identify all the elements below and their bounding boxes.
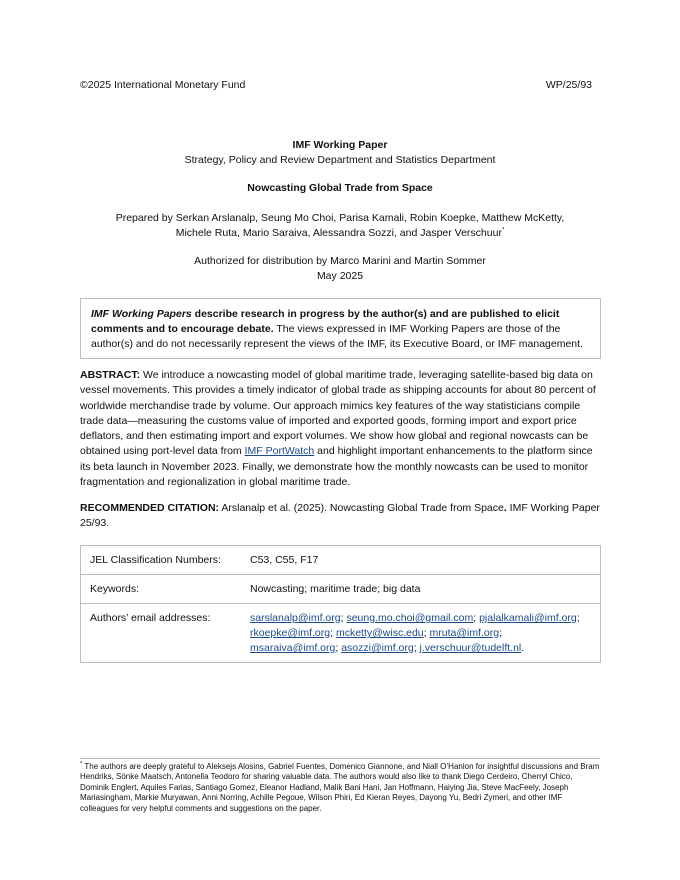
paper-title: Nowcasting Global Trade from Space xyxy=(247,182,433,194)
series-title: IMF Working Paper xyxy=(292,139,388,151)
jel-value: C53, C55, F17 xyxy=(241,546,601,575)
email-link[interactable]: mruta@imf.org xyxy=(429,627,500,639)
email-separator: ; xyxy=(576,612,580,624)
paper-number: WP/25/93 xyxy=(545,79,592,91)
email-link[interactable]: pjalalkamali@imf.org xyxy=(479,612,577,624)
citation-text: Arslanalp et al. (2025). Nowcasting Global Trade from Space xyxy=(219,502,504,514)
footnote xyxy=(80,762,602,814)
notice-series-name: IMF Working Papers xyxy=(91,308,192,320)
emails-label: Authors’ email addresses: xyxy=(81,604,242,663)
notice-rest-text: The views expressed in IMF Working Papers are those of the author(s) and do not necessarily represent the views of the IMF, its Executive Board, or IMF management. xyxy=(91,323,583,350)
citation-dot: . xyxy=(503,502,507,514)
footnote-divider xyxy=(80,758,600,759)
footnote-text: The authors are deeply grateful to Aleksejs Alosins, Gabriel Fuentes, Domenico Giannone, and Niall O’Hanlon for insightful discussions and Bram Hendriks, Sönke Maatsch, Antonella Teodoro for sharing valuable data. The authors would also like to thank Diego Cerdeiro, Cherryl Chico, Dominik Englert, Aquiles Farias, Santiago Gomez, Eleanor Hadland, Malik Bani Hani, Jan Hoffmann, Haiying Jia, Steve MacFeely, Joseph Mariasingham, Markie Muryawan, Anni Norring, Achille Pegoue, Wilson Phiri, Ed Kieran Reyes, Dayong Yu, Bedri Zymeri, and other IMF colleagues for very helpful comments and suggestions on the paper. xyxy=(80,762,600,813)
classification-table xyxy=(80,545,601,663)
portwatch-link[interactable]: IMF PortWatch xyxy=(244,445,315,458)
email-separator: ; xyxy=(499,627,502,639)
email-link[interactable]: mcketty@wisc.edu xyxy=(335,627,424,639)
publication-date: May 2025 xyxy=(316,270,364,282)
disclaimer-box xyxy=(80,298,601,359)
footnote-mark: * xyxy=(80,761,83,768)
email-link[interactable]: seung.mo.choi@gmail.com xyxy=(346,612,474,624)
table-row xyxy=(81,575,601,604)
citation-text-end: IMF Working Paper 25/93. xyxy=(80,502,600,530)
keywords-label: Keywords: xyxy=(81,575,242,604)
notice-bold-text: describe research in progress by the author(s) and are published to elicit comments and to encourage debate. xyxy=(91,308,560,335)
emails-value xyxy=(241,604,601,663)
email-link[interactable]: sarslanalp@imf.org xyxy=(250,612,341,624)
copyright-notice: ©2025 International Monetary Fund xyxy=(80,79,246,91)
abstract xyxy=(80,368,600,490)
email-separator: ; xyxy=(413,642,420,654)
email-separator: ; xyxy=(340,612,347,624)
email-link[interactable]: rkoepke@imf.org xyxy=(250,627,331,639)
authorized-line: Authorized for distribution by Marco Marini and Martin Sommer xyxy=(194,255,486,267)
citation-label: RECOMMENDED CITATION: xyxy=(80,502,220,514)
department-line: Strategy, Policy and Review Department and Statistics Department xyxy=(184,154,496,166)
keywords-value: Nowcasting; maritime trade; big data xyxy=(241,575,601,604)
table-row xyxy=(81,604,601,663)
abstract-text-end: and highlight important enhancements to the platform since its beta launch in November 2023. Finally, we demonstrate how the monthly nowcasts can be used to monitor fragmentation and regionalization in global maritime trade. xyxy=(80,445,593,489)
email-separator: ; xyxy=(423,627,430,639)
email-link[interactable]: j.verschuur@tudelft.nl xyxy=(419,642,522,654)
recommended-citation xyxy=(80,501,600,532)
abstract-label: ABSTRACT: xyxy=(80,369,141,381)
email-link[interactable]: msaraiva@imf.org xyxy=(250,642,336,654)
jel-label: JEL Classification Numbers: xyxy=(81,546,242,575)
authors-line-2: Michele Ruta, Mario Saraiva, Alessandra Sozzi, and Jasper Verschuur* xyxy=(175,227,505,239)
email-separator: ; xyxy=(330,627,336,639)
abstract-text: We introduce a nowcasting model of global maritime trade, leveraging satellite-based big data on vessel movements. This provides a timely indicator of global trade as shipping accounts for about 80 percent of worldwide merchandise trade by volume. Our approach mimics key features of the way statisticians compile trade data—measuring the customs value of imported and exported goods, forming import and export price deflators, and then estimating import and export volumes. We show how global and regional nowcasts can be obtained using port-level data from xyxy=(80,369,596,458)
table-row xyxy=(81,546,601,575)
author-footnote-mark[interactable]: * xyxy=(501,227,505,234)
email-separator: ; xyxy=(473,612,480,624)
email-end: . xyxy=(521,642,525,654)
email-separator: ; xyxy=(335,642,342,654)
email-link[interactable]: asozzi@imf.org xyxy=(341,642,414,654)
authors-line-1: Prepared by Serkan Arslanalp, Seung Mo Choi, Parisa Kamali, Robin Koepke, Matthew McKetty, xyxy=(115,212,565,224)
